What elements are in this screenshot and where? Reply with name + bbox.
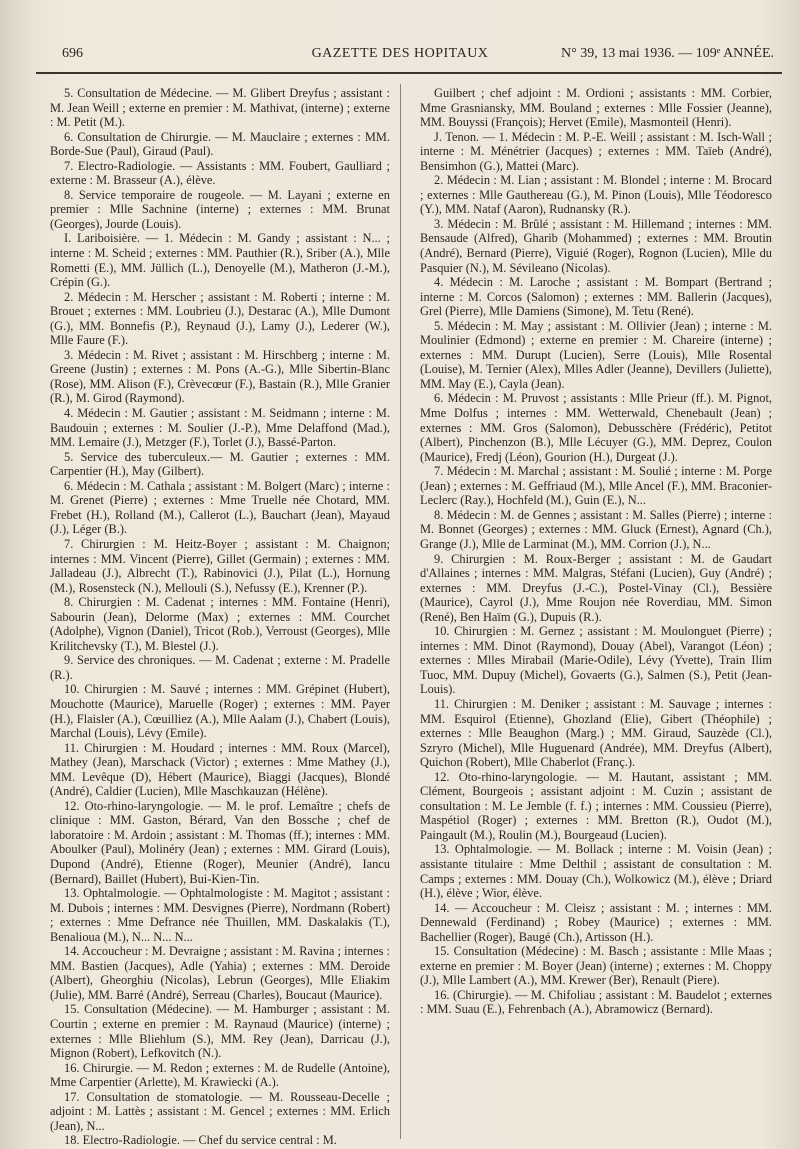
paragraph: 16. (Chirurgie). — M. Chifoliau ; assistant : M. Baudelot ; externes : MM. Suau (E.), Fehrenbach (A.), Abramowicz (Bernard).: [420, 987, 772, 1017]
paragraph: 16. Chirurgie. — M. Redon ; externes : M. de Rudelle (Antoine), Mme Carpentier (Arlette), M. Krawiecki (A.).: [50, 1060, 390, 1090]
paragraph: 8. Médecin : M. de Gennes ; assistant : M. Salles (Pierre) ; interne : M. Bonnet (Georges) ; externes : MM. Gluck (Ernest), Agnard (Ch.), Grange (J.), Mlle de Larminat (M.), MM. Corrion (J.), N...: [420, 507, 772, 551]
paragraph: 11. Chirurgien : M. Houdard ; internes : MM. Roux (Marcel), Mathey (Jean), Marschack (Victor) ; externes : Mme Mathey (J.), MM. Levêque (D), Hébert (Maurice), Biaggi (Jacques), Blondé (André), Caldier (Lucien), Mlle Maschkauzan (Hélène).: [50, 740, 390, 799]
paragraph: 17. Consultation de stomatologie. — M. Rousseau-Decelle ; adjoint : M. Lattès ; assistant : M. Gencel ; externes : MM. Erlich (Jean), N...: [50, 1089, 390, 1133]
paragraph: 10. Chirurgien : M. Gernez ; assistant : M. Moulonguet (Pierre) ; internes : MM. Dinot (Raymond), Douay (Abel), Varangot (Léon) ; externes : Mlles Mirabail (Marie-Odile), Lévy (Yvette), Train Ilim Tuoc, MM. Dupuy (Michel), Govaerts (G.), Salmen (S.), Petit (Jean-Louis).: [420, 624, 772, 697]
left-column: [50, 86, 390, 1148]
header-rule: [36, 72, 782, 74]
paragraph: Guilbert ; chef adjoint : M. Ordioni ; assistants : MM. Corbier, Mme Grasniansky, MM. Bouland ; externes : Mlle Fossier (Jeanne), MM. Bouyssi (François); Hervet (Emile), Masmonteil (Henri).: [420, 86, 772, 130]
paragraph: 8. Service temporaire de rougeole. — M. Layani ; externe en premier : Mlle Sachnine (interne) ; externes : MM. Brunat (Georges), Jourde (Louis).: [50, 187, 390, 231]
paragraph: 5. Médecin : M. May ; assistant : M. Ollivier (Jean) ; interne : M. Moulinier (Edmond) ; externe en premier : M. Chareire (interne) ; externes : MM. Durupt (Lucien), Serre (Louis), Mlle Rosental (Louise), M. Ternier (Alex), Mlles Adler (Jeanne), Devillers (Juliette), MM. May (E.), Cayla (Jean).: [420, 318, 772, 391]
paragraph: 6. Médecin : M. Pruvost ; assistants : Mlle Prieur (ff.). M. Pignot, Mme Dolfus ; internes : MM. Wetterwald, Chenebault (Jean) ; externes : MM. Gros (Salomon), Debusschère (Frédéric), Petitot (Albert), Pinchenzon (B.), Mlle Lécuyer (G.), MM. Deprez, Coulon (Maurice), Fredj (Léon), Gourion (H.), Durgeat (J.).: [420, 391, 772, 464]
paragraph: 2. Médecin : M. Herscher ; assistant : M. Roberti ; interne : M. Brouet ; externes : MM. Loubrieu (J.), Destarac (A.), Mlle Dumont (G.), MM. Bonnefis (P.), Reynaud (J.), Lamy (J.), Lederer (W.), Mlle Faure (F.).: [50, 289, 390, 348]
paragraph: 15. Consultation (Médecine) : M. Basch ; assistante : Mlle Maas ; externe en premier : M. Boyer (Jean) (interne) ; externes : M. Choppy (J.), Mlle Lambert (A.), MM. Krewer (Ber), Renault (Piere).: [420, 944, 772, 988]
paragraph: 7. Electro-Radiologie. — Assistants : MM. Foubert, Gaulliard ; externe : M. Brasseur (A.), élève.: [50, 158, 390, 188]
paragraph: 10. Chirurgien : M. Sauvé ; internes : MM. Grépinet (Hubert), Mouchotte (Maurice), Maruelle (Roger) ; externes : MM. Payer (H.), Flaisler (A.), Cœuilliez (A.), Mlle Aalam (J.), Chabert (Louis), Marchal (Louis), Lévy (Emile).: [50, 682, 390, 741]
paragraph: 6. Médecin : M. Cathala ; assistant : M. Bolgert (Marc) ; interne : M. Grenet (Pierre) ; externes : Mme Truelle née Chotard, MM. Frebet (H.), Rolland (M.), Callerot (L.), Bauchart (Jean), Mayaud (J.), Léger (B.).: [50, 478, 390, 537]
page-header: [0, 46, 800, 68]
paragraph: 4. Médecin : M. Laroche ; assistant : M. Bompart (Bertrand ; interne : M. Corcos (Salomon) ; externes : MM. Ballerin (Jacques), Grel (Pierre), Mlle Damiens (Simone), M. Tetu (René).: [420, 275, 772, 319]
paragraph: 15. Consultation (Médecine). — M. Hamburger ; assistant : M. Courtin ; externe en premier : M. Raynaud (Maurice) (interne) ; externes : Mlle Bliehlum (S.), MM. Rey (Jean), Darricau (J.), Mignon (Robert), Lefkovitch (N.).: [50, 1002, 390, 1061]
journal-title: GAZETTE DES HOPITAUX: [311, 46, 489, 61]
paragraph: 4. Médecin : M. Gautier ; assistant : M. Seidmann ; interne : M. Baudouin ; externes : M. Soulier (J.-P.), Mme Delaffond (Mad.), MM. Lemaire (J.), Metzger (F.), Torlet (J.), Bassé-Parton.: [50, 406, 390, 450]
paragraph: 7. Médecin : M. Marchal ; assistant : M. Soulié ; interne : M. Porge (Jean) ; externes : M. Geffriaud (M.), Mlle Ancel (F.), MM. Braconier-Leclerc (Ray.), Hochfeld (M.), Guin (E.), N...: [420, 464, 772, 508]
paragraph: 18. Electro-Radiologie. — Chef du service central : M.: [64, 1133, 337, 1148]
issue-info: N° 39, 13 mai 1936. — 109ᵉ ANNÉE.: [561, 46, 774, 61]
paragraph: 14. Accoucheur : M. Devraigne ; assistant : M. Ravina ; internes : MM. Bastien (Jacques), Adle (Yahia) ; externes : MM. Deroide (Albert), Gheorghiu (Nicolas), Lebrun (Georges), Mlle Eliakim (Julie), MM. Barré (André), Serreau (Charles), Boucaut (Maurice).: [50, 944, 390, 1002]
right-column: [420, 86, 772, 1017]
paragraph: 9. Service des chroniques. — M. Cadenat ; externe : M. Pradelle (R.).: [50, 653, 390, 682]
paragraph: 9. Chirurgien : M. Roux-Berger ; assistant : M. de Gaudart d'Allaines ; internes : MM. Malgras, Stéfani (Lucien), Guy (André) ; externes : MM. Dreyfus (J.-C.), Postel-Vinay (Cl.), Bessière (Maurice), Cayrol (J.), Mme Roujon née Roverdiau, MM. Simon (René), Ben Haïm (G.), Dupuis (R.).: [420, 551, 772, 624]
paragraph: 13. Ophtalmologie. — Ophtalmologiste : M. Magitot ; assistant : M. Dubois ; internes : MM. Desvignes (Pierre), Nordmann (Robert) ; externes : Mme Defrance née Thuillen, MM. Daskalakis (T.), Benalioua (M.), N... N... N...: [50, 886, 390, 944]
paragraph: 2. Médecin : M. Lian ; assistant : M. Blondel ; interne : M. Brocard ; externes : Mlle Gauthereau (G.), M. Pinon (Louis), Mlle Téodoresco (Y.), MM. Nataf (Aaron), Rudnansky (R.).: [420, 173, 772, 217]
paragraph: 13. Ophtalmologie. — M. Bollack ; interne : M. Voisin (Jean) ; assistante titulaire : Mme Delthil ; assistant de consultation : M. Camps ; externes : MM. Douay (Ch.), Wolkowicz (M.), élève ; Driard (H.), élève ; Wior, élève.: [420, 842, 772, 901]
paragraph: 3. Médecin : M. Brûlé ; assistant : M. Hillemand ; internes : MM. Bensaude (Alfred), Gharib (Mohammed) ; externes : MM. Broutin (André), Bernard (Pierre), Viguié (Roger), Rognon (Lucien), Mlle du Pasquier (N.), M. Sévileano (Nicolas).: [420, 216, 772, 275]
paragraph: 6. Consultation de Chirurgie. — M. Mauclaire ; externes : MM. Borde-Sue (Paul), Giraud (Paul).: [50, 129, 390, 159]
paragraph: 7. Chirurgien : M. Heitz-Boyer ; assistant : M. Chaignon; internes : MM. Vincent (Pierre), Gillet (Germain) ; externes : MM. Jalladeau (J.), Albrecht (T.), Rabinovici (J.), Pilat (L.), Hornung (M.), Rosensteck (N.), Mellouli (S.), Nefussy (E.), Krenner (P.).: [50, 536, 390, 595]
page-number: 696: [62, 46, 83, 61]
paragraph: 8. Chirurgien : M. Cadenat ; internes : MM. Fontaine (Henri), Sabourin (Jean), Delorme (Max) ; externes : MM. Courchet (Adolphe), Vignon (Daniel), Tricot (Rob.), Verroust (Georges), Mlle Krilitchevsky (T.), M. Blestel (J.).: [50, 595, 390, 653]
paragraph: 5. Service des tuberculeux.— M. Gautier ; externes : MM. Carpentier (H.), May (Gilbert).: [50, 449, 390, 479]
paragraph: J. Tenon. — 1. Médecin : M. P.-E. Weill ; assistant : M. Isch-Wall ; interne : M. Ménétrier (Jacques) ; externes : MM. Taïeb (André), Bensimhon (G.), Mattei (Marc).: [420, 129, 772, 173]
paragraph: 12. Oto-rhino-laryngologie. — M. Hautant, assistant ; MM. Clément, Bourgeois ; assistant adjoint : M. Cuzin ; assistant de consultation : M. Le Jemble (f. f.) ; internes : MM. Coussieu (Pierre), Maspétiol (Roger) ; externes : MM. Bretton (R.), Oudot (M.), Paingault (M.), Roulin (M.), Bourgeaud (Lucien).: [420, 769, 772, 842]
paragraph: 14. — Accoucheur : M. Cleisz ; assistant : M. ; internes : MM. Dennewald (Ferdinand) ; Robey (Maurice) ; externes : MM. Bachellier (Roger), Baugé (Ch.), Artisson (H.).: [420, 900, 772, 944]
paragraph: 11. Chirurgien : M. Deniker ; assistant : M. Sauvage ; internes : MM. Esquirol (Etienne), Ghozland (Elie), Gibert (Théophile) ; externes : Mlle Beaughon (Marg.) ; MM. Giraud, Sauzède (Cl.), Szryro (Michel), Mlle Huguenard (Andrée), MM. Dreyfus (Albert), Quichon (Robert), Mlle Chaberlot (Franç.).: [420, 696, 772, 770]
paragraph: 5. Consultation de Médecine. — M. Glibert Dreyfus ; assistant : M. Jean Weill ; externe en premier : M. Mathivat, (interne) ; externe : M. Petit (M.).: [50, 86, 390, 130]
paragraph: I. Lariboisière. — 1. Médecin : M. Gandy ; assistant : N... ; interne : M. Scheid ; externes : MM. Pauthier (R.), Sriber (A.), Mlle Rometti (E.), MM. Jüllich (L.), Denoyelle (M.), Matheron (J.-M.), Crépin (G.).: [50, 231, 390, 290]
column-divider: [400, 84, 401, 1139]
paragraph: 12. Oto-rhino-laryngologie. — M. le prof. Lemaître ; chefs de clinique : MM. Gaston, Bérard, Van den Bossche ; chef de laboratoire : M. Ardoin ; assistant : M. Thomas (ff.); internes : MM. Aboulker (Paul), Molinéry (Jean) ; externes : MM. Girard (Louis), Dupond (André), Etienne (Roger), Meunier (André), Iancu (Bernard), Baillet (Hubert), Bui-Kien-Tin.: [50, 798, 390, 886]
paragraph: 3. Médecin : M. Rivet ; assistant : M. Hirschberg ; interne : M. Greene (Justin) ; externes : M. Pons (A.-G.), Mlle Sibertin-Blanc (Rose), MM. Alison (F.), Crèvecœur (F.), Bastain (R.), Mlle Granier (R.), M. Girod (Raymond).: [50, 347, 390, 406]
